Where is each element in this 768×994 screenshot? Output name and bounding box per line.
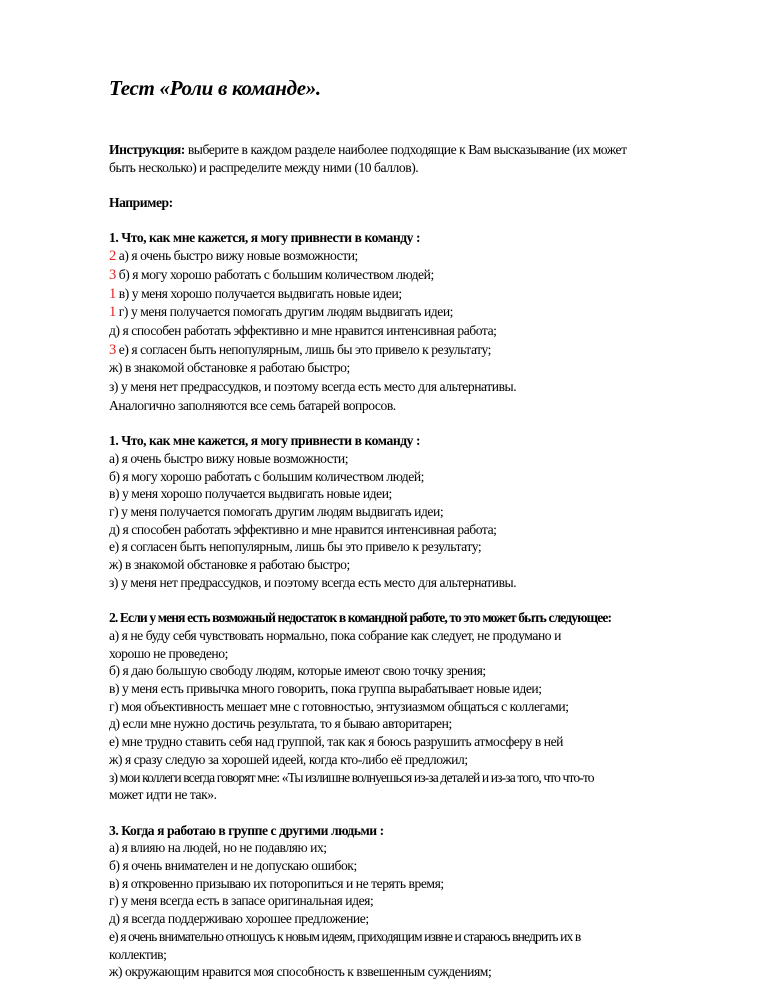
instruction-text-line2: быть несколько) и распределите между ними (10 баллов).: [109, 159, 419, 175]
section-1-list: [109, 450, 709, 592]
example-answer: 2 а) я очень быстро вижу новые возможности;: [109, 248, 358, 265]
list-item: в) я откровенно призываю их поторопиться и не терять время;: [109, 875, 444, 891]
list-item: г) у меня всегда есть в запасе оригинальная идея;: [109, 893, 374, 909]
example-answer: 3 б) я могу хорошо работать с большим количеством людей;: [109, 266, 434, 283]
list-item: е) я очень внимательно отношусь к новым идеям, приходящим извне и стараюсь внедрить их в: [109, 928, 581, 944]
section-3-heading: 3. Когда я работаю в группе с другими людьми :: [109, 822, 384, 838]
score-mark: 3: [109, 341, 116, 358]
list-item: в) у меня хорошо получается выдвигать новые идеи;: [109, 486, 392, 502]
instruction-text-line1: выберите в каждом разделе наиболее подходящие к Вам высказывание (их может: [184, 142, 627, 157]
document-body: [109, 141, 709, 981]
list-item: хорошо не проведено;: [109, 645, 228, 661]
list-item: г) у меня получается помогать другим людям выдвигать идеи;: [109, 504, 444, 520]
list-item: г) моя объективность мешает мне с готовностью, энтузиазмом общаться с коллегами;: [109, 698, 569, 714]
example-answer: ж) в знакомой обстановке я работаю быстро;: [109, 360, 350, 376]
document-title: Тест «Роли в команде».: [109, 76, 321, 100]
section-1-heading: 1. Что, как мне кажется, я могу привнести в команду :: [109, 433, 421, 449]
score-mark: 3: [109, 266, 116, 283]
list-item: б) я очень внимателен и не допускаю ошибок;: [109, 858, 357, 874]
section-2-heading: 2. Если у меня есть возможный недостаток в командной работе, то это может быть следующее:: [109, 610, 612, 626]
example-answer: 1 в) у меня хорошо получается выдвигать новые идеи;: [109, 285, 402, 302]
list-item: ж) в знакомой обстановке я работаю быстро;: [109, 557, 350, 573]
example-answer: 3 е) я согласен быть непопулярным, лишь бы это привело к результату;: [109, 341, 491, 358]
score-mark: 2: [109, 248, 116, 265]
list-item: коллектив;: [109, 946, 167, 962]
example-answer: 1 г) у меня получается помогать другим людям выдвигать идеи;: [109, 304, 453, 321]
list-item: ж) окружающим нравится моя способность к взвешенным суждениям;: [109, 964, 492, 980]
list-item: ж) я сразу следую за хорошей идеей, когда кто-либо её предложил;: [109, 751, 468, 767]
example-answer-list: [109, 247, 709, 397]
instruction-paragraph: [109, 141, 709, 159]
score-mark: 1: [109, 304, 116, 321]
example-answer: д) я способен работать эффективно и мне нравится интенсивная работа;: [109, 323, 497, 338]
section-2-list: [109, 627, 709, 804]
instruction-label: Инструкция:: [109, 142, 185, 157]
list-item: может идти не так».: [109, 787, 217, 803]
list-item: е) мне трудно ставить себя над группой, так как я боюсь разрушить атмосферу в ней: [109, 734, 564, 750]
list-item: а) я влияю на людей, но не подавляю их;: [109, 840, 327, 856]
list-item: б) я могу хорошо работать с большим количеством людей;: [109, 468, 424, 484]
list-item: в) у меня есть привычка много говорить, пока группа вырабатывает новые идеи;: [109, 681, 542, 697]
list-item: а) я очень быстро вижу новые возможности;: [109, 450, 349, 466]
example-answer: з) у меня нет предрассудков, и поэтому всегда есть место для альтернативы.: [109, 379, 517, 395]
score-mark: 1: [109, 285, 116, 302]
section-3-list: [109, 839, 709, 981]
example-note: Аналогично заполняются все семь батарей вопросов.: [109, 397, 396, 413]
list-item: б) я даю большую свободу людям, которые имеют свою точку зрения;: [109, 663, 486, 679]
list-item: е) я согласен быть непопулярным, лишь бы это привело к результату;: [109, 539, 482, 555]
list-item: д) я всегда поддерживаю хорошее предложение;: [109, 911, 369, 927]
list-item: д) я способен работать эффективно и мне нравится интенсивная работа;: [109, 521, 497, 537]
example-question-heading: 1. Что, как мне кажется, я могу привнести в команду :: [109, 230, 421, 246]
example-heading: Например:: [109, 195, 173, 211]
list-item: з) у меня нет предрассудков, и поэтому всегда есть место для альтернативы.: [109, 574, 517, 590]
list-item: д) если мне нужно достичь результата, то я бываю авторитарен;: [109, 716, 452, 732]
list-item: з) мои коллеги всегда говорят мне: «Ты излишне волнуешься из-за деталей и из-за того, что что-то: [109, 769, 594, 785]
list-item: а) я не буду себя чувствовать нормально, пока собрание как следует, не продумано и: [109, 627, 561, 643]
